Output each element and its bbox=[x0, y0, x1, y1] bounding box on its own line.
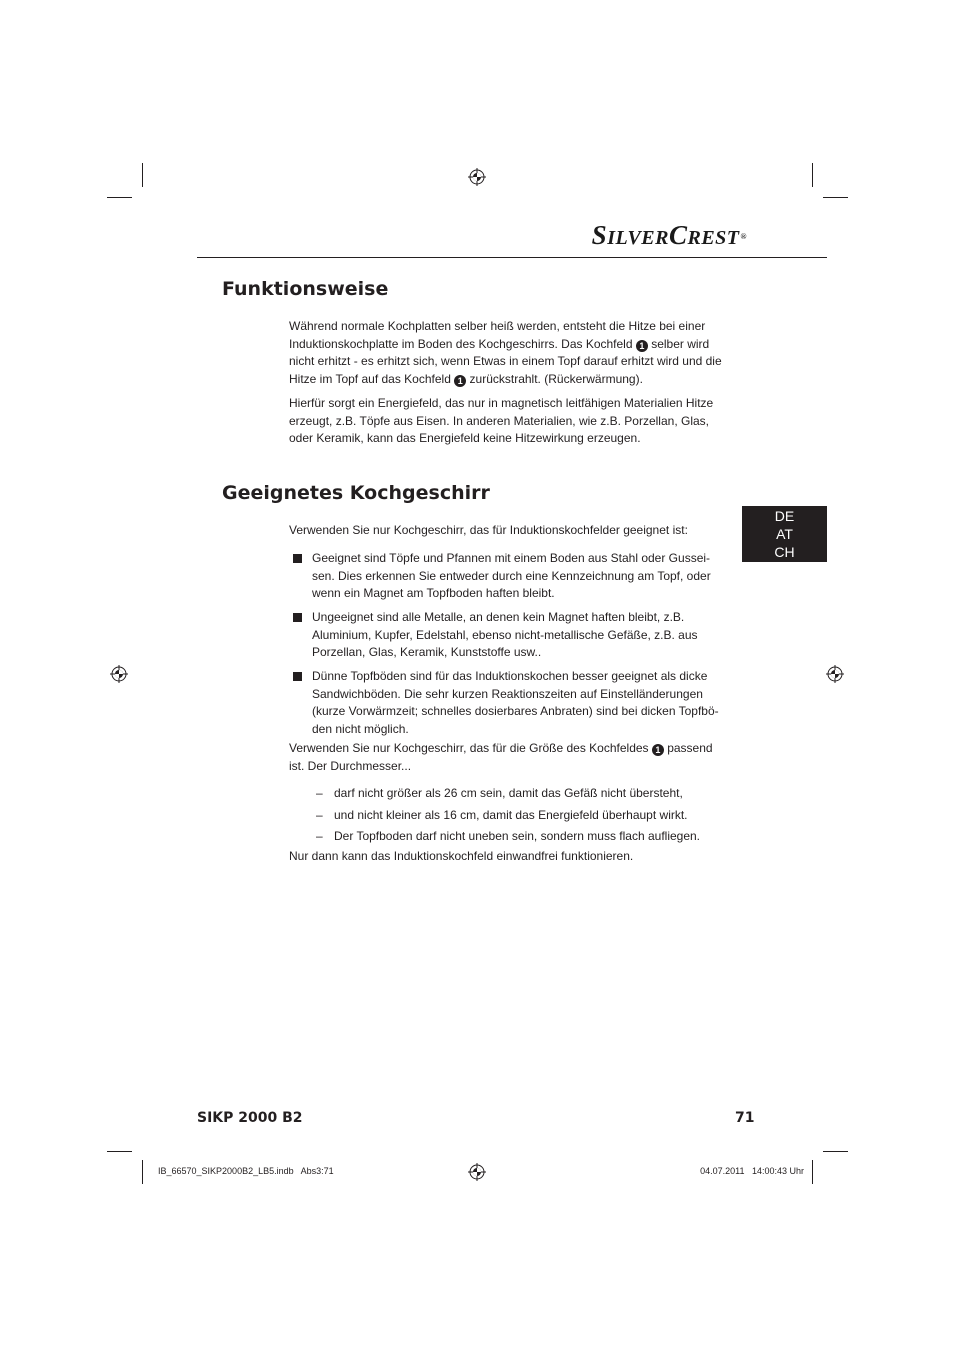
dash-mark: – bbox=[316, 786, 323, 800]
paragraph-intro: Verwenden Sie nur Kochgeschirr, das für Induktionskochfelder geeignet ist: bbox=[289, 523, 688, 537]
text-line: Porzellan, Glas, Keramik, Kunststoffe usw.. bbox=[312, 645, 542, 659]
text-line: (kurze Vorwärmzeit; schnelles dosierbares Anbraten) sind bei dicken Topfbö- bbox=[312, 704, 719, 718]
paragraph-closing: Nur dann kann das Induktionskochfeld einwandfrei funktionieren. bbox=[289, 849, 634, 863]
language-tab bbox=[742, 506, 827, 562]
text-run: Verwenden Sie nur Kochgeschirr, das für die Größe des Kochfeldes bbox=[289, 741, 652, 755]
crop-mark bbox=[812, 1160, 813, 1184]
bullet-text bbox=[312, 668, 719, 738]
text-line bbox=[289, 336, 737, 354]
slug-datetime: 04.07.2011 14:00:43 Uhr bbox=[700, 1166, 804, 1176]
text-line: Hierfür sorgt ein Energiefeld, das nur in magnetisch leitfähigen Materialien Hitze bbox=[289, 396, 714, 410]
text-line: oder Keramik, kann das Energiefeld keine Hitzewirkung erzeugen. bbox=[289, 431, 641, 445]
language-code: AT bbox=[776, 526, 793, 542]
text-line bbox=[289, 371, 737, 389]
crop-mark bbox=[812, 163, 813, 187]
text-line: erzeugt, z.B. Töpfe aus Eisen. In anderen Materialien, wie z.B. Porzellan, Glas, bbox=[289, 413, 709, 428]
text-run: passend bbox=[663, 741, 713, 755]
slug-file: IB_66570_SIKP2000B2_LB5.indb Abs3:71 bbox=[158, 1166, 334, 1176]
part-number-badge: 1 bbox=[454, 375, 466, 387]
page-number: 71 bbox=[735, 1110, 755, 1126]
paragraph-funktionsweise-2 bbox=[289, 395, 737, 448]
section-title-funktionsweise: Funktionsweise bbox=[222, 278, 389, 300]
part-number-badge: 1 bbox=[652, 744, 664, 756]
text-run: ist. Der Durchmesser... bbox=[289, 758, 412, 773]
text-run: nicht erhitzt - es erhitzt sich, wenn Etwas in einem Topf darauf erhitzt wird und die bbox=[289, 354, 722, 368]
paragraph-size bbox=[289, 740, 737, 775]
part-number-badge: 1 bbox=[636, 340, 648, 352]
text-run: zurückstrahlt. (Rückerwärmung). bbox=[466, 371, 643, 386]
crop-mark bbox=[107, 1151, 132, 1152]
text-run: Während normale Kochplatten selber heiß werden, entsteht die Hitze bei einer bbox=[289, 319, 706, 333]
text-run: Hitze im Topf auf das Kochfeld bbox=[289, 371, 455, 386]
language-code: DE bbox=[774, 508, 795, 524]
language-code: CH bbox=[774, 544, 795, 560]
text-line: Dünne Topfböden sind für das Induktionskochen besser geeignet als dicke bbox=[312, 669, 708, 683]
text-line bbox=[289, 353, 737, 371]
square-bullet-icon bbox=[293, 672, 302, 681]
text-line bbox=[289, 758, 737, 776]
section-title-kochgeschirr: Geeignetes Kochgeschirr bbox=[222, 482, 490, 504]
header-rule bbox=[197, 257, 827, 258]
crop-mark bbox=[823, 197, 848, 198]
bullet-text bbox=[312, 609, 698, 662]
registration-target-icon bbox=[468, 168, 486, 186]
text-line: Ungeeignet sind alle Metalle, an denen kein Magnet haften bleibt, z.B. bbox=[312, 610, 685, 624]
dash-text: und nicht kleiner als 16 cm, damit das Energiefeld überhaupt wirkt. bbox=[334, 808, 688, 822]
dash-text: darf nicht größer als 26 cm sein, damit das Gefäß nicht übersteht, bbox=[334, 786, 683, 800]
registration-target-icon bbox=[468, 1163, 486, 1181]
crop-mark bbox=[823, 1151, 848, 1152]
registration-target-icon bbox=[826, 665, 844, 683]
text-line bbox=[289, 318, 737, 336]
text-line: Geeignet sind Töpfe und Pfannen mit einem Boden aus Stahl oder Gussei- bbox=[312, 551, 711, 565]
registration-target-icon bbox=[110, 665, 128, 683]
text-run: Induktionskochplatte im Boden des Kochgeschirrs. Das Kochfeld bbox=[289, 336, 636, 351]
text-line: den nicht möglich. bbox=[312, 721, 409, 736]
crop-mark bbox=[107, 197, 132, 198]
paragraph-funktionsweise-1 bbox=[289, 318, 737, 388]
text-run: selber wird bbox=[647, 336, 710, 351]
dash-mark: – bbox=[316, 808, 323, 822]
dash-mark: – bbox=[316, 829, 323, 843]
text-line: Aluminium, Kupfer, Edelstahl, ebenso nicht-metallische Gefäße, z.B. aus bbox=[312, 627, 698, 642]
square-bullet-icon bbox=[293, 554, 302, 563]
text-line bbox=[289, 740, 737, 758]
dash-text: Der Topfboden darf nicht uneben sein, sondern muss flach aufliegen. bbox=[334, 829, 701, 843]
bullet-text bbox=[312, 550, 711, 603]
text-line: wenn ein Magnet am Topfboden haften bleibt. bbox=[312, 586, 555, 600]
footer-model: SIKP 2000 B2 bbox=[197, 1110, 303, 1126]
square-bullet-icon bbox=[293, 613, 302, 622]
silvercrest-logo: SILVERCREST® bbox=[591, 220, 747, 250]
crop-mark bbox=[142, 163, 143, 187]
crop-mark bbox=[142, 1160, 143, 1184]
text-line: Sandwichböden. Die sehr kurzen Reaktionszeiten auf Einstelländerungen bbox=[312, 686, 703, 701]
text-line: sen. Dies erkennen Sie entweder durch eine Kennzeichnung am Topf, oder bbox=[312, 568, 711, 583]
